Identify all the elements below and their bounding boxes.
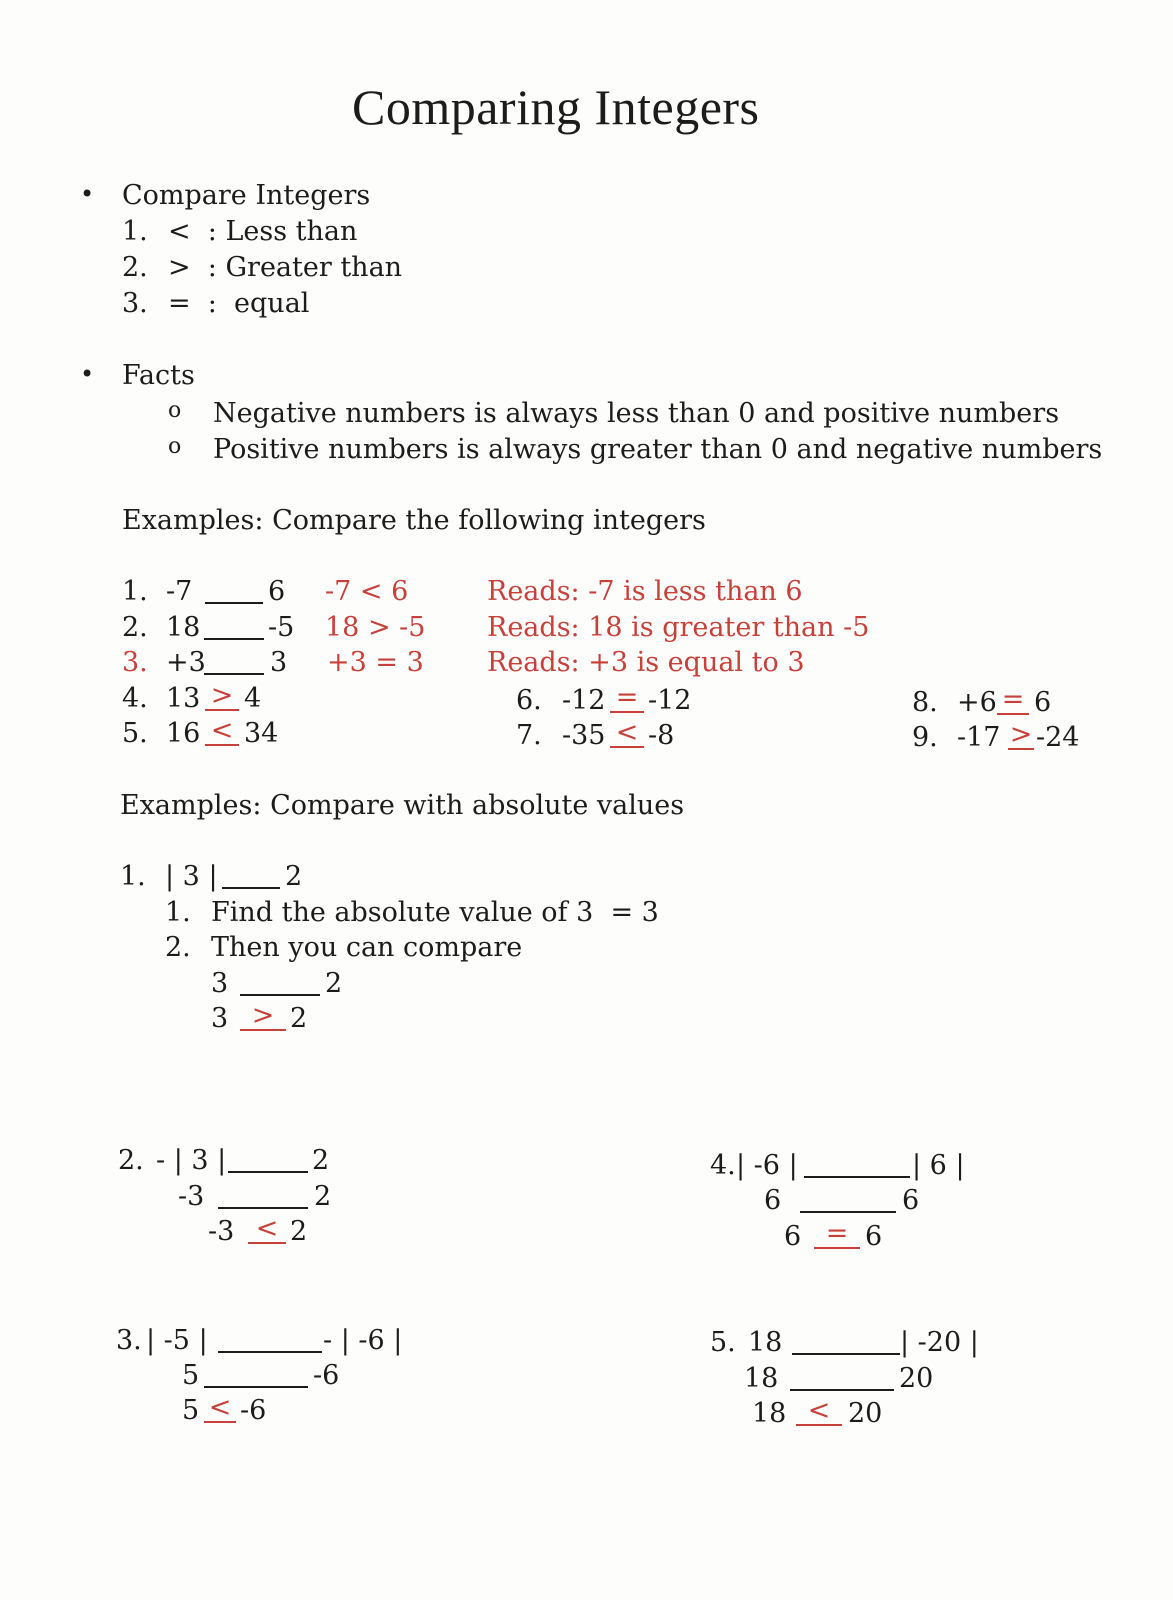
compare-left: -3 [178, 1181, 205, 1212]
example-left: | 3 | [165, 861, 218, 892]
answer-blank[interactable] [804, 1154, 910, 1178]
example-right: -8 [648, 720, 675, 751]
compare-right: 2 [314, 1181, 332, 1212]
answer-symbol: > [1009, 719, 1033, 750]
compare-item-num: 2. [122, 252, 148, 283]
example-num: 5. [122, 718, 148, 749]
example-right: 2 [285, 861, 303, 892]
example-left: 13 [166, 683, 201, 714]
answer-symbol: = [610, 685, 644, 713]
example-right: -12 [648, 685, 692, 716]
example-num: 1. [120, 861, 146, 892]
example-right: -5 [268, 612, 295, 643]
example-right: 4 [244, 683, 262, 714]
bullet-icon: • [80, 360, 95, 388]
compare-left: 18 [752, 1398, 787, 1429]
example-left: -17 [957, 722, 1001, 753]
example-left: -7 [166, 576, 193, 607]
answer-blank[interactable] [790, 1367, 894, 1391]
example-right: 6 [268, 576, 286, 607]
answer-blank[interactable] [240, 972, 320, 996]
compare-left: 5 [182, 1360, 200, 1391]
answer-blank[interactable] [218, 1329, 322, 1353]
example-num: 2. [118, 1145, 144, 1176]
compare-left: 3 [211, 1003, 229, 1034]
answer-blank[interactable] [222, 865, 280, 889]
example-right: -24 [1036, 722, 1080, 753]
examples-heading: Examples: Compare the following integers [122, 505, 706, 536]
answer-symbol: > [205, 683, 239, 711]
example-right: 3 [270, 647, 288, 678]
answer-symbol: = [814, 1221, 860, 1249]
example-num: 8. [912, 687, 938, 718]
example-left: +3 [166, 647, 206, 678]
answer-symbol: < [205, 718, 239, 746]
answer-symbol: < [248, 1216, 286, 1244]
compare-left: 18 [744, 1363, 779, 1394]
compare-right: 20 [848, 1398, 883, 1429]
example-reads: Reads: 18 is greater than -5 [487, 612, 870, 643]
compare-right: 6 [865, 1221, 883, 1252]
example-right: 6 [1034, 687, 1052, 718]
answer-symbol: < [610, 720, 644, 748]
example-left: | -5 | [146, 1325, 208, 1356]
bullet-icon: • [80, 180, 95, 208]
page-title: Comparing Integers [352, 79, 760, 135]
compare-left: 5 [182, 1395, 200, 1426]
example-left: 16 [166, 718, 201, 749]
example-left: 18 [748, 1327, 783, 1358]
example-answer: -7 < 6 [325, 576, 409, 607]
step-num: 2. [165, 932, 191, 963]
example-left: | -6 | [736, 1150, 798, 1181]
example-right: - | -6 | [323, 1325, 403, 1356]
example-left: -12 [562, 685, 606, 716]
step-text: Then you can compare [211, 932, 523, 963]
example-answer: 18 > -5 [325, 612, 426, 643]
answer-blank[interactable] [228, 1149, 308, 1173]
compare-right: 6 [902, 1185, 920, 1216]
example-reads: Reads: -7 is less than 6 [487, 576, 803, 607]
answer-blank[interactable] [792, 1331, 900, 1355]
example-left: - | 3 | [156, 1145, 227, 1176]
fact-text: Negative numbers is always less than 0 and positive numbers [213, 398, 1060, 429]
compare-right: 20 [899, 1363, 934, 1394]
example-num: 6. [516, 685, 542, 716]
compare-right: -6 [313, 1360, 340, 1391]
step-num: 1. [165, 897, 191, 928]
example-right: | -20 | [900, 1327, 979, 1358]
compare-right: 2 [290, 1003, 308, 1034]
fact-text: Positive numbers is always greater than 0 and negative numbers [213, 434, 1103, 465]
compare-left: -3 [208, 1216, 235, 1247]
absolute-examples-heading: Examples: Compare with absolute values [120, 790, 685, 821]
answer-blank[interactable] [800, 1189, 896, 1213]
answer-symbol: < [796, 1398, 842, 1426]
compare-item-num: 3. [122, 288, 148, 319]
compare-item-text: > : Greater than [168, 252, 403, 283]
compare-right: 2 [290, 1216, 308, 1247]
answer-symbol: > [240, 1003, 286, 1031]
example-num: 3. [122, 647, 148, 678]
compare-left: 3 [211, 968, 229, 999]
section-facts-heading: Facts [122, 360, 195, 391]
example-num: 9. [912, 722, 938, 753]
circle-bullet-icon: o [168, 434, 182, 459]
answer-symbol: = [997, 687, 1029, 715]
answer-blank[interactable] [204, 1364, 308, 1388]
section-compare-heading: Compare Integers [122, 180, 371, 211]
compare-right: -6 [240, 1395, 267, 1426]
answer-symbol: < [204, 1395, 236, 1423]
answer-blank[interactable] [204, 651, 264, 675]
example-num: 4. [710, 1150, 736, 1181]
compare-item-num: 1. [122, 216, 148, 247]
example-num: 2. [122, 612, 148, 643]
answer-blank[interactable] [205, 580, 263, 604]
example-num: 4. [122, 683, 148, 714]
example-num: 3. [116, 1325, 142, 1356]
example-num: 7. [516, 720, 542, 751]
circle-bullet-icon: o [168, 398, 182, 423]
example-left: -35 [562, 720, 606, 751]
example-reads: Reads: +3 is equal to 3 [487, 647, 805, 678]
answer-blank[interactable] [204, 616, 264, 640]
compare-item-text: = : equal [168, 288, 310, 319]
example-right: 2 [312, 1145, 330, 1176]
example-right: 34 [244, 718, 279, 749]
example-num: 5. [710, 1327, 736, 1358]
step-text: Find the absolute value of 3 = 3 [211, 897, 659, 928]
example-left: +6 [957, 687, 997, 718]
example-right: | 6 | [912, 1150, 965, 1181]
compare-item-text: < : Less than [168, 216, 358, 247]
example-left: 18 [166, 612, 201, 643]
answer-blank[interactable] [218, 1185, 308, 1209]
example-num: 1. [122, 576, 148, 607]
compare-left: 6 [784, 1221, 802, 1252]
compare-left: 6 [764, 1185, 782, 1216]
compare-right: 2 [325, 968, 343, 999]
example-answer: +3 = 3 [327, 647, 424, 678]
